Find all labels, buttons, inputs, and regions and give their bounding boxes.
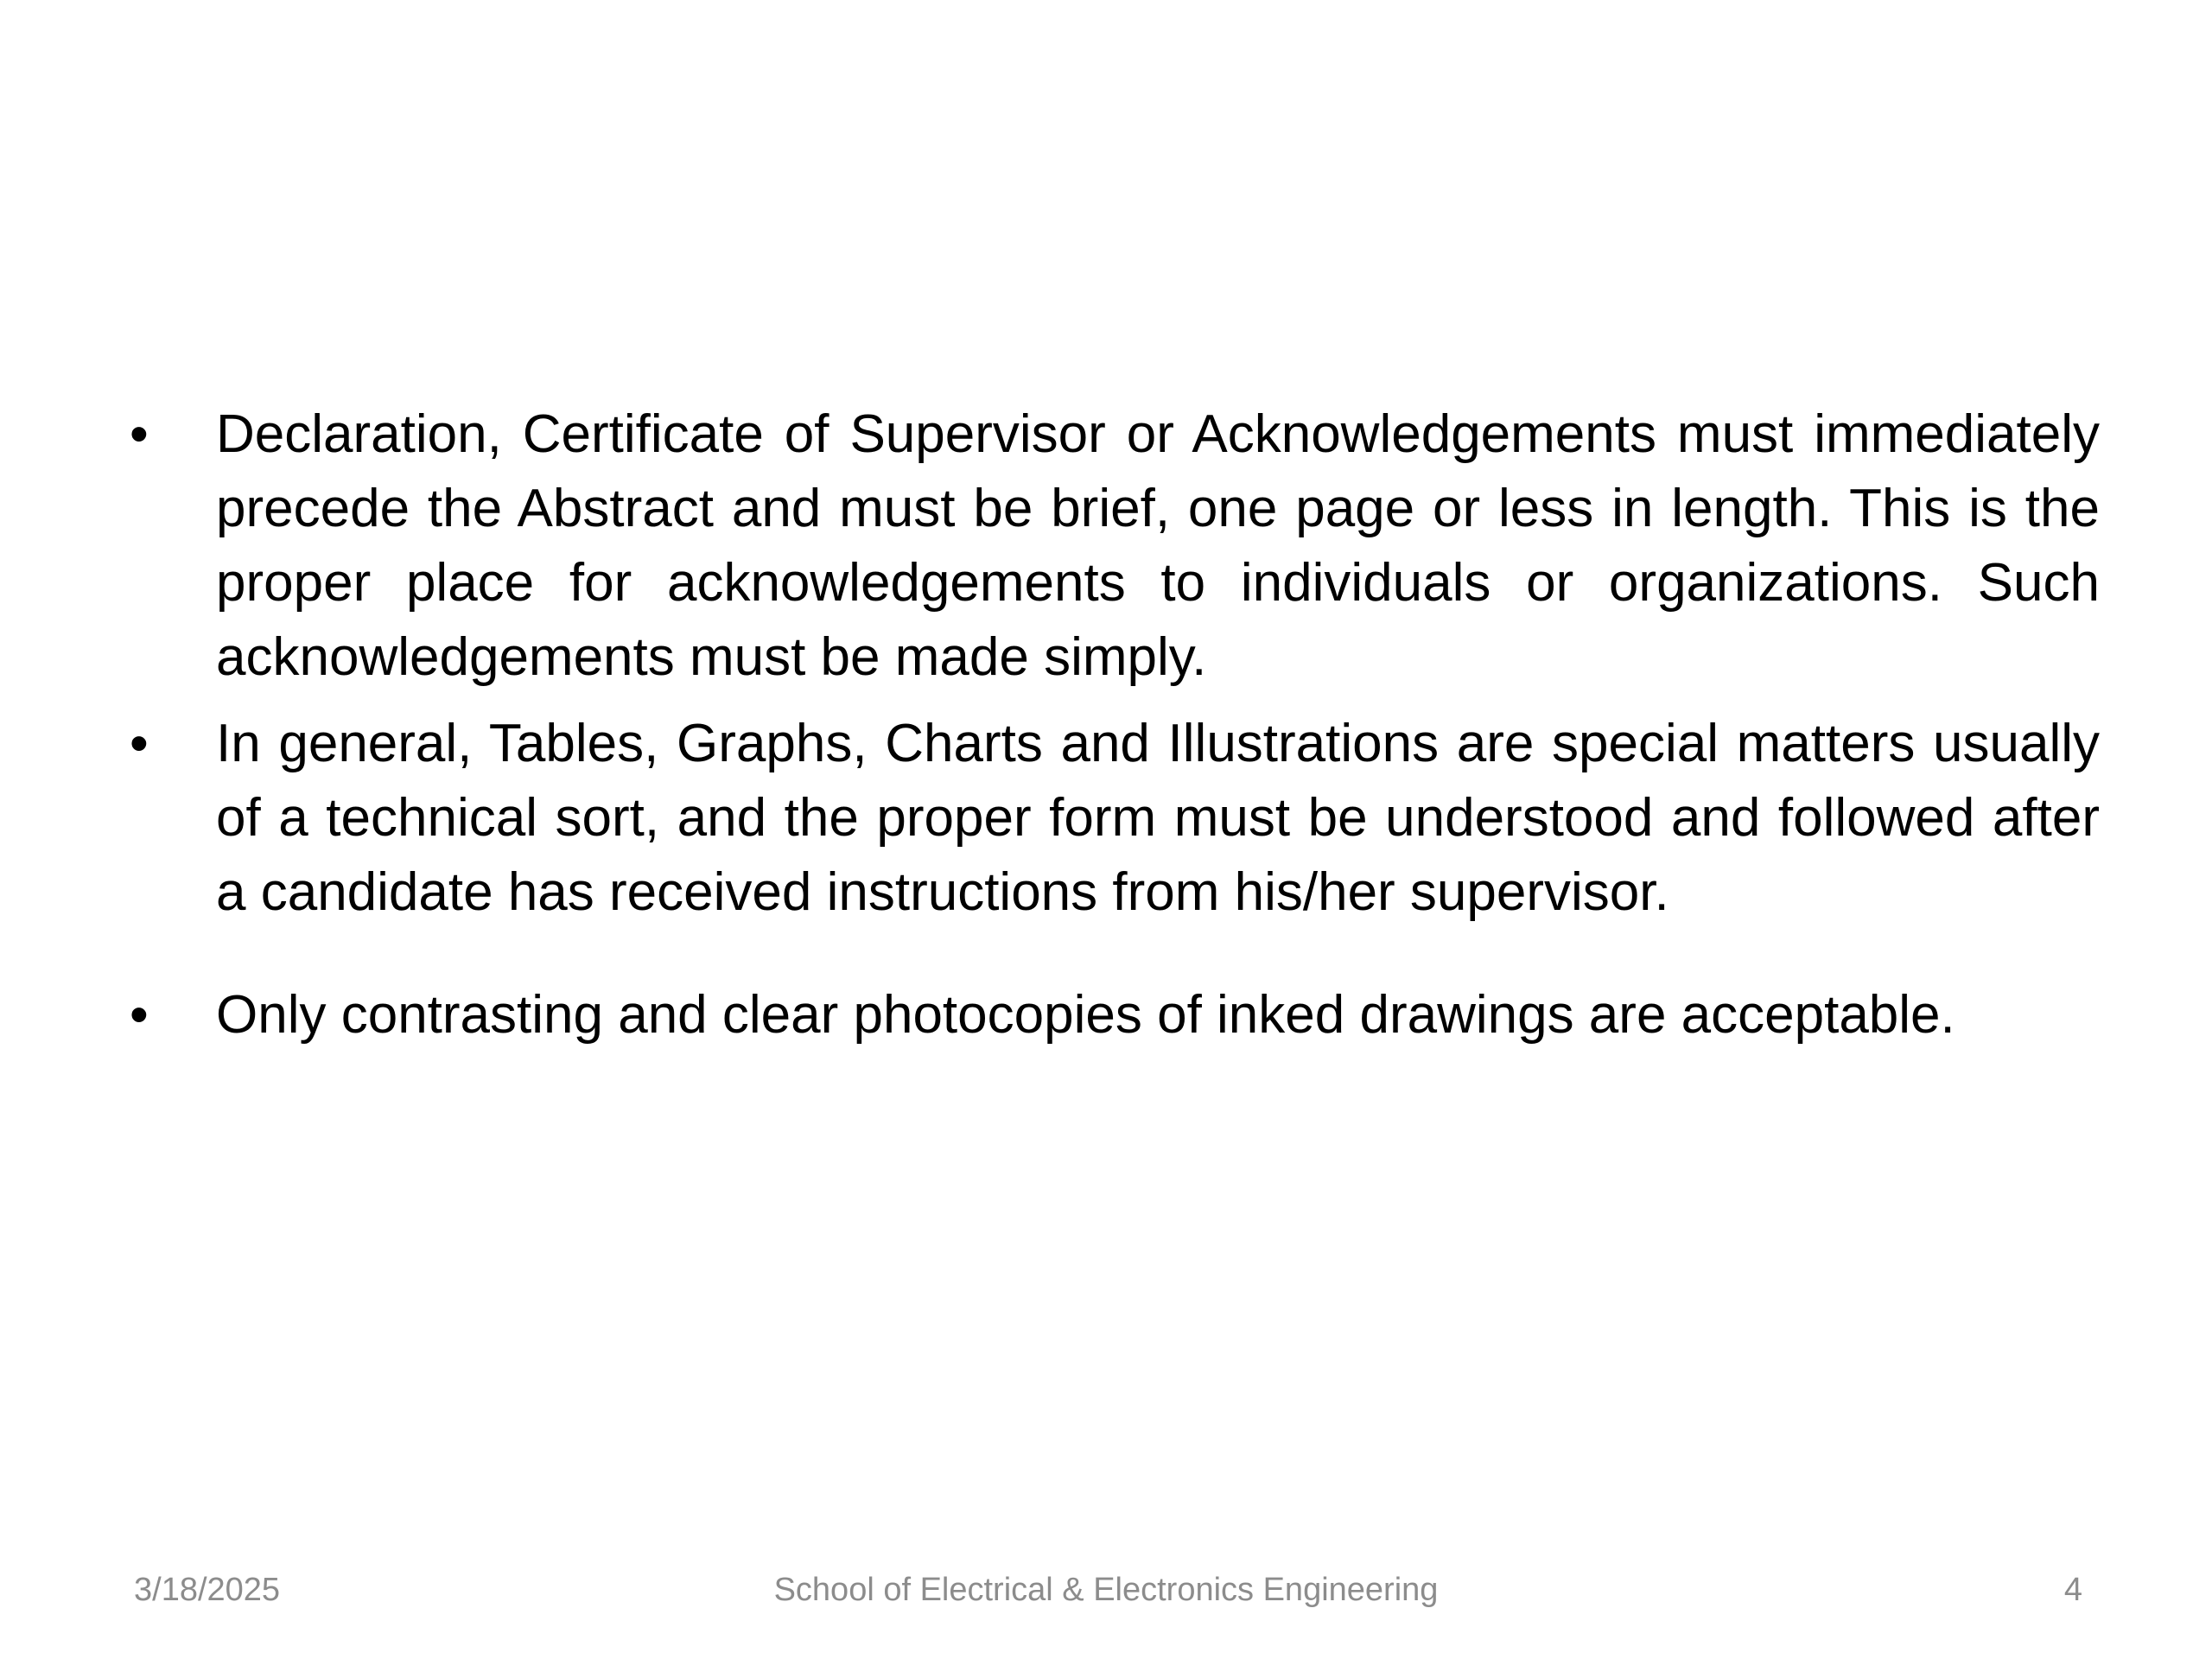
bullet-text: Only contrasting and clear photocopies of inked drawings are acceptable. [216, 985, 1955, 1045]
bullet-icon: • [130, 714, 149, 773]
footer-title: School of Electrical & Electronics Engineering [773, 1572, 1439, 1608]
bullet-text: In general, Tables, Graphs, Charts and Illustrations are special matters usually of a technical sort, and the proper form must be understood and followed after a candidate has received instructions from his/her supervisor. [216, 714, 2100, 922]
bullet-icon: • [130, 985, 149, 1045]
bullet-item [130, 397, 2100, 695]
bullet-text: Declaration, Certificate of Supervisor or Acknowledgements must immediately precede the Abstract and must be brief, one page or less in length. This is the proper place for acknowledgements to individuals or organizations. Such acknowledgements must be made simply. [216, 404, 2100, 687]
footer-date: 3/18/2025 [134, 1572, 281, 1608]
bullet-list [130, 397, 2100, 1052]
bullet-icon: • [130, 404, 149, 464]
footer-page-number: 4 [2063, 1572, 2082, 1608]
bullet-item [130, 978, 2100, 1052]
bullet-item [130, 707, 2100, 930]
